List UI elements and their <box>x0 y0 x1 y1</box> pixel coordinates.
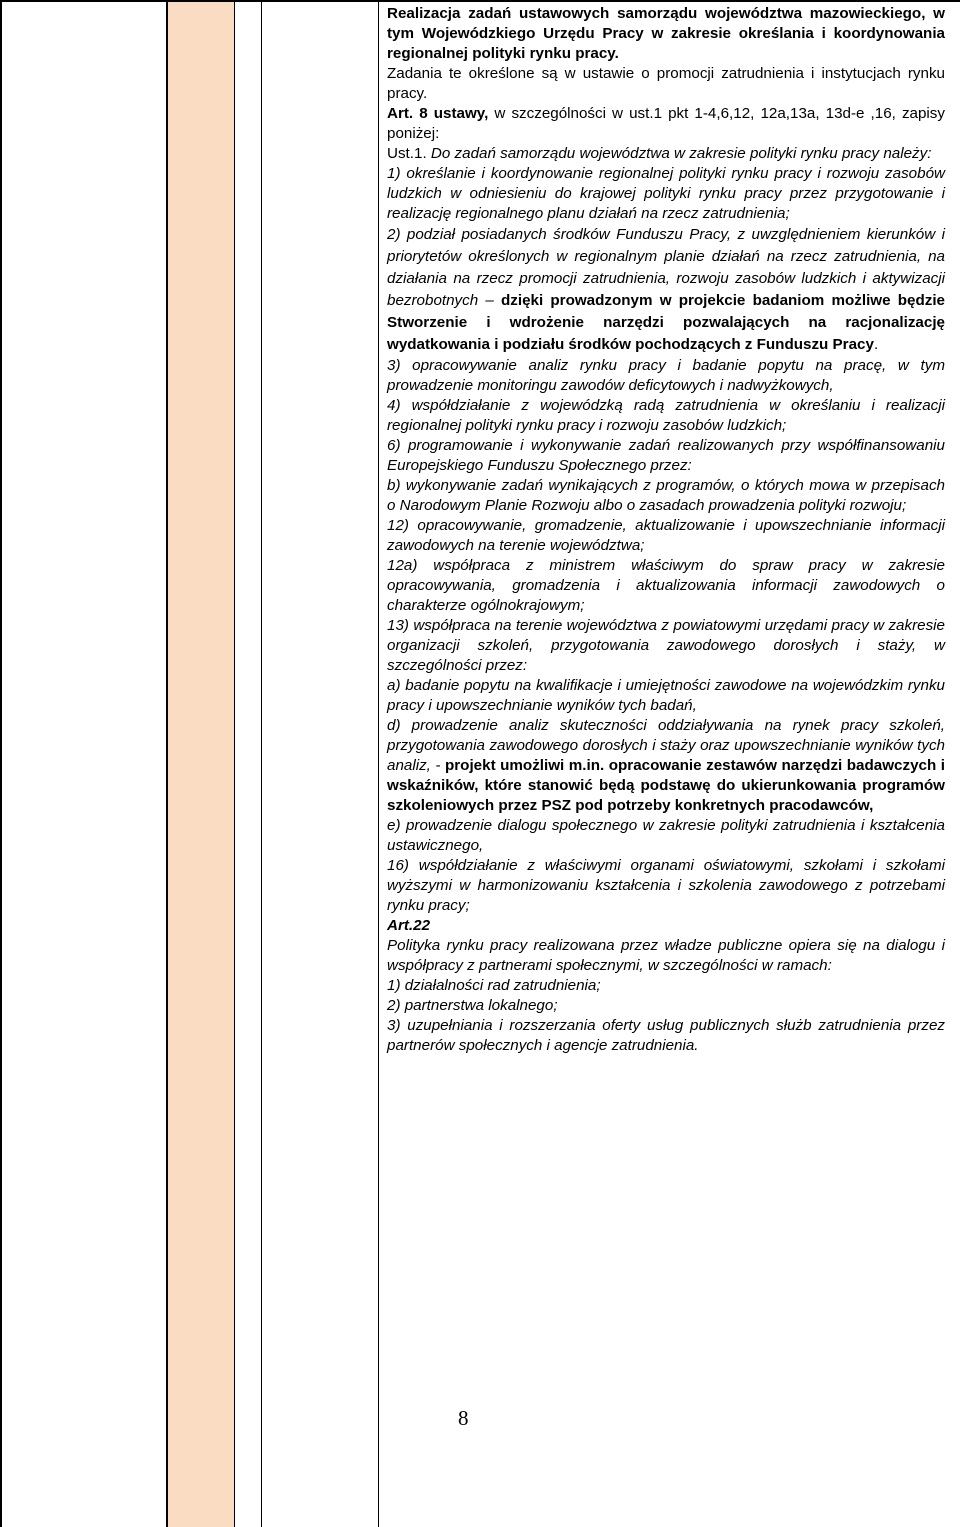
intro-title: Realizacja zadań ustawowych samorządu województwa mazowieckiego, w tym Wojewódzkiego Urzędu Pracy w zakresie określania i koordynowania regionalnej polityki rynku pracy. <box>387 5 945 62</box>
art22-point-2: 2) partnerstwa lokalnego; <box>387 997 558 1014</box>
item-12a: 12a) współpraca z ministrem właściwym do spraw pracy w zakresie opracowywania, gromadzenia i aktualizowania informacji zawodowych o charakterze ogólnokrajowym; <box>387 557 945 614</box>
item-2: 2) podział posiadanych środków Funduszu Pracy, z uwzględnieniem kierunków i priorytetów określonych w regionalnym planie działań na rzecz zatrudnienia, na działania na rzecz promocji zatrudnienia, rozwoju zasobów ludzkich i aktywizacji bezrobotnych – dzięki prowadzonym w projekcie badaniom możliwe będzie Stworzenie i wdrożenie narzędzi pozwalających na racjonalizację wydatkowania i podziału środków pochodzących z Funduszu Pracy. <box>387 226 945 353</box>
art22-heading: Art.22 <box>387 917 431 934</box>
intro-text: Zadania te określone są w ustawie o promocji zatrudnienia i instytucjach rynku pracy. <box>387 65 945 102</box>
item-3: 3) opracowywanie analiz rynku pracy i badanie popytu na pracę, w tym prowadzenie monitoringu zawodów deficytowych i nadwyżkowych, <box>387 357 945 394</box>
page-number: 8 <box>458 1406 469 1430</box>
table-column-3 <box>235 2 262 1527</box>
art22-text: Polityka rynku pracy realizowana przez władze publiczne opiera się na dialogu i współpracy z partnerami społecznymi, w szczególności w ramach: <box>387 937 945 974</box>
item-4: 4) współdziałanie z wojewódzką radą zatrudnienia w określaniu i realizacji regionalnej polityki rynku pracy i rozwoju zasobów ludzkich; <box>387 397 945 434</box>
item-6b: b) wykonywanie zadań wynikających z programów, o których mowa w przepisach o Narodowym Planie Rozwoju albo o zasadach prowadzenia polityki rozwoju; <box>387 477 945 514</box>
item-13a: a) badanie popytu na kwalifikacje i umiejętności zawodowe na wojewódzkim rynku pracy i upowszechnianie wyników tych badań, <box>387 677 945 714</box>
art22-point-3: 3) uzupełniania i rozszerzania oferty usług publicznych służb zatrudnienia przez partnerów społecznych i agencje zatrudnienia. <box>387 1017 945 1054</box>
ust1-heading: Ust.1. Do zadań samorządu województwa w zakresie polityki rynku pracy należy: <box>387 145 932 162</box>
item-13d: d) prowadzenie analiz skuteczności oddziaływania na rynek pracy szkoleń, przygotowania zawodowego dorosłych i staży oraz upowszechnianie wyników tych analiz, - projekt umożliwi m.in. opracowanie zestawów narzędzi badawczych i wskaźników, które stanowić będą podstawę do ukierunkowania programów szkoleniowych przez PSZ pod potrzeby konkretnych pracodawców, <box>387 717 945 814</box>
item-16: 16) współdziałanie z właściwymi organami oświatowymi, szkołami i szkołami wyższymi w harmonizowaniu kształcenia i szkolenia zawodowego z potrzebami rynku pracy; <box>387 857 945 914</box>
table-column-1 <box>4 2 168 1527</box>
item-13: 13) współpraca na terenie województwa z powiatowymi urzędami pracy w zakresie organizacji szkoleń, przygotowania zawodowego dorosłych i staży, w szczególności przez: <box>387 617 945 674</box>
item-13e: e) prowadzenie dialogu społecznego w zakresie polityki zatrudnienia i kształcenia ustawicznego, <box>387 817 945 854</box>
item-6: 6) programowanie i wykonywanie zadań realizowanych przy współfinansowaniu Europejskiego Funduszu Społecznego przez: <box>387 437 945 474</box>
art22-point-1: 1) działalności rad zatrudnienia; <box>387 977 601 994</box>
content-cell <box>387 4 945 1056</box>
item-1: 1) określanie i koordynowanie regionalnej polityki rynku pracy i rozwoju zasobów ludzkich w odniesieniu do krajowej polityki rynku pracy przez przygotowanie i realizację regionalnego planu działań na rzecz zatrudnienia; <box>387 165 945 222</box>
table-column-4 <box>262 2 379 1527</box>
table-column-2-highlighted <box>168 2 235 1527</box>
item-12: 12) opracowywanie, gromadzenie, aktualizowanie i upowszechnianie informacji zawodowych na terenie województwa; <box>387 517 945 554</box>
art8-reference: Art. 8 ustawy, w szczególności w ust.1 pkt 1-4,6,12, 12a,13a, 13d-e ,16, zapisy poniżej: <box>387 105 945 142</box>
